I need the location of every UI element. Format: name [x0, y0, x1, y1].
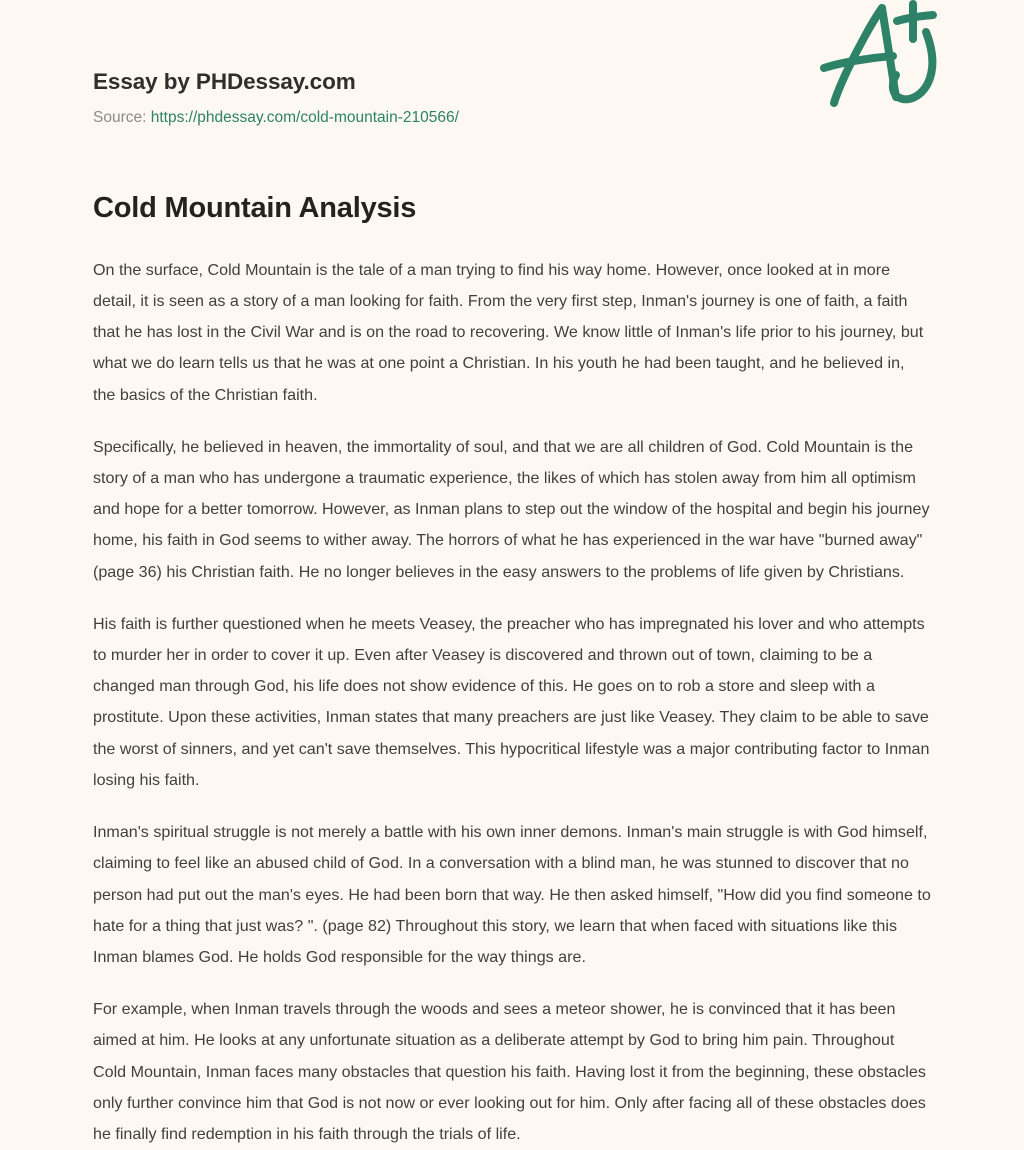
paragraph: For example, when Inman travels through the woods and sees a meteor shower, he is convinced that it has been aimed at him. He looks at any unfortunate situation as a deliberate attempt by God to bring him pain. Throughout Cold Mountain, Inman faces many obstacles that question his faith. Having lost it from the beginning, these obstacles only further convince him that God is not now or ever looking out for him. Only after facing all of these obstacles does he finally find redemption in his faith through the trials of life. [93, 1000, 926, 1143]
page-masthead [93, 0, 931, 128]
brand-title: Essay by PHDessay.com [93, 69, 356, 94]
paragraph: Specifically, he believed in heaven, the immortality of soul, and that we are all children of God. Cold Mountain is the story of a man who has undergone a traumatic experience, the likes of which has stolen away from him all optimism and hope for a better tomorrow. However, as Inman plans to step out the window of the hospital and begin his journey home, his faith in God seems to wither away. The horrors of what he has experienced in the war have "burned away" (page 36) his Christian faith. He no longer believes in the easy answers to the problems of life given by Christians. [93, 437, 930, 581]
paragraph: His faith is further questioned when he meets Veasey, the preacher who has impregnated his lover and who attempts to murder her in order to cover it up. Even after Veasey is discovered and thrown out of town, claiming to be a changed man through God, his life does not show evidence of this. He goes on to rob a store and sleep with a prostitute. Upon these activities, Inman states that many preachers are just like Veasey. They claim to be able to save the worst of sinners, and yet can't save themselves. This hypocritical lifestyle was a major contributing factor to Inman losing his faith. [93, 614, 930, 789]
page-title: Cold Mountain Analysis [93, 191, 417, 224]
aplus-logo-icon [809, 0, 959, 122]
paragraph: Inman's spiritual struggle is not merely a battle with his own inner demons. Inman's main struggle is with God himself, claiming to feel like an abused child of God. In a conversation with a blind man, he was stunned to discover that no person had put out the man's eyes. He had been born that way. He then asked himself, "How did you find someone to hate for a thing that just was? ". (page 82) Throughout this story, we learn that when faced with situations like this Inman blames God. He holds God responsible for the way things are. [93, 823, 931, 966]
source-line [93, 109, 931, 128]
paragraph: On the surface, Cold Mountain is the tale of a man trying to find his way home. However, once looked at in more detail, it is seen as a story of a man looking for faith. From the very first step, Inman's journey is one of faith, a faith that he has lost in the Civil War and is on the road to recovering. We know little of Inman's life prior to his journey, but what we do learn tells us that he was at one point a Christian. In his youth he had been taught, and he believed in, the basics of the Christian faith. [93, 260, 924, 404]
essay-body [93, 226, 931, 1150]
source-label: Source: [93, 109, 147, 126]
source-url-link[interactable]: https://phdessay.com/cold-mountain-210566/ [150, 109, 459, 126]
